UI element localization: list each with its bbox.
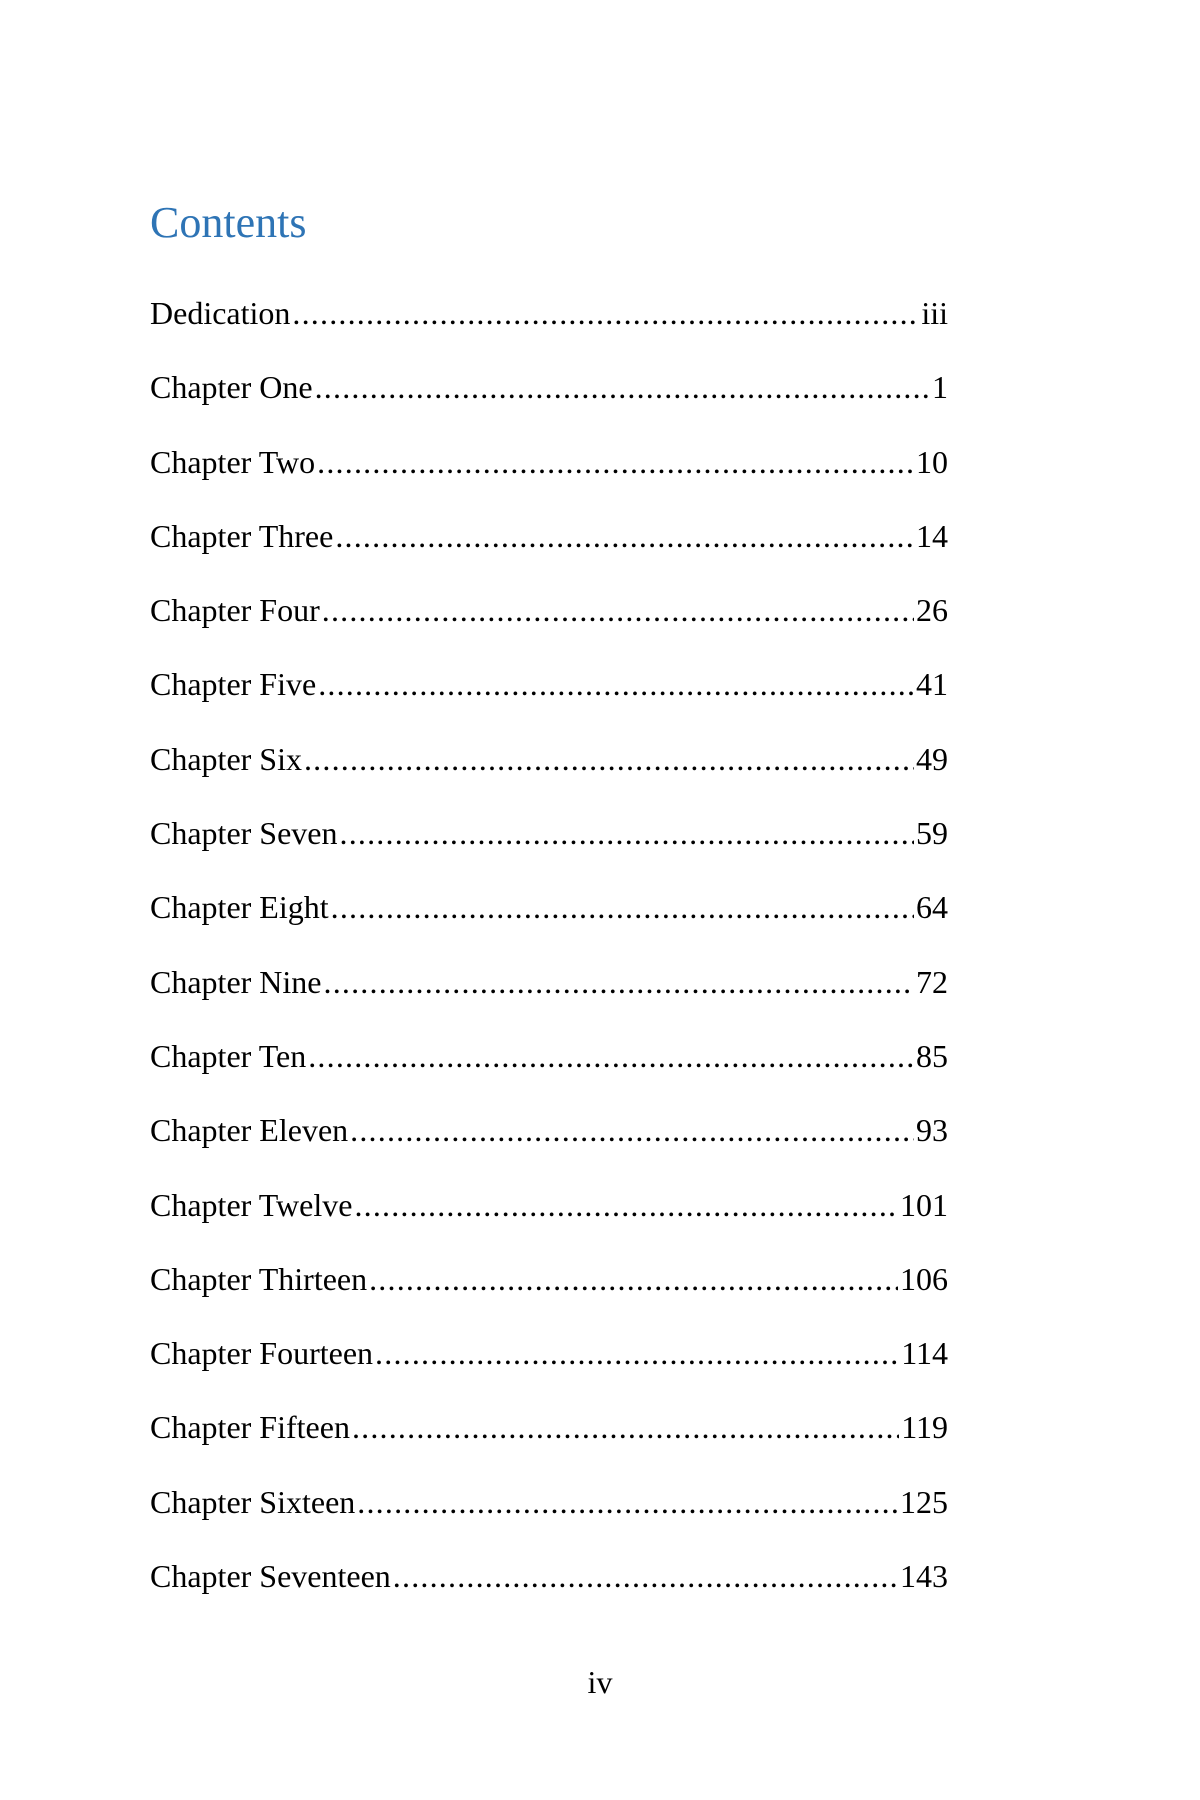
toc-entry-title: Chapter Four — [150, 592, 320, 629]
toc-entry-page: 114 — [901, 1335, 948, 1372]
toc-entry-chapter-thirteen[interactable] — [150, 1257, 948, 1331]
dot-leader — [354, 1183, 898, 1227]
dot-leader — [393, 1554, 898, 1598]
toc-entry-chapter-two[interactable] — [150, 440, 948, 514]
toc-entry-title: Chapter One — [150, 369, 313, 406]
toc-entry-page: 93 — [916, 1112, 948, 1149]
toc-entry-title: Chapter Eight — [150, 889, 329, 926]
toc-entry-chapter-five[interactable] — [150, 662, 948, 736]
dot-leader — [375, 1331, 899, 1375]
toc-entry-page: 106 — [900, 1260, 948, 1297]
toc-entry-dedication[interactable] — [150, 291, 948, 365]
toc-entry-chapter-three[interactable] — [150, 514, 948, 588]
dot-leader — [308, 1034, 914, 1078]
toc-entry-title: Chapter Sixteen — [150, 1483, 356, 1520]
toc-entry-title: Chapter Seven — [150, 815, 338, 852]
page-number: iv — [587, 1664, 613, 1700]
dot-leader — [350, 1108, 914, 1152]
dot-leader — [315, 365, 930, 409]
toc-entry-page: 41 — [916, 666, 948, 703]
toc-entry-chapter-eight[interactable] — [150, 885, 948, 959]
dot-leader — [322, 588, 914, 632]
dot-leader — [340, 811, 915, 855]
toc-entry-title: Chapter Five — [150, 666, 317, 703]
toc-entry-chapter-eleven[interactable] — [150, 1108, 948, 1182]
dot-leader — [317, 440, 914, 484]
toc-entry-page: 10 — [916, 443, 948, 480]
contents-heading: Contents — [150, 198, 307, 247]
toc-entry-page: 119 — [901, 1409, 948, 1446]
toc-entry-page: iii — [921, 295, 948, 331]
toc-entry-page: 59 — [916, 815, 948, 852]
toc-entry-title: Chapter Two — [150, 443, 316, 480]
dot-leader — [324, 960, 915, 1004]
toc-entry-title: Chapter Thirteen — [150, 1260, 368, 1297]
toc-entry-title: Chapter Ten — [150, 1037, 307, 1074]
toc-entry-chapter-seventeen[interactable] — [150, 1554, 948, 1628]
toc-entry-title: Chapter Nine — [150, 963, 322, 1000]
toc-entry-page: 14 — [916, 517, 948, 554]
toc-entry-title: Chapter Twelve — [150, 1186, 353, 1223]
toc-entry-title: Chapter Eleven — [150, 1112, 349, 1149]
toc-entry-title: Chapter Three — [150, 517, 334, 554]
dot-leader — [335, 514, 914, 558]
toc-entry-title: Dedication — [150, 295, 291, 331]
toc-entry-page: 143 — [900, 1558, 948, 1595]
dot-leader — [292, 291, 919, 335]
toc-entry-chapter-seven[interactable] — [150, 811, 948, 885]
toc-entry-page: 1 — [932, 369, 948, 406]
toc-entry-chapter-ten[interactable] — [150, 1034, 948, 1108]
toc-entry-chapter-fourteen[interactable] — [150, 1331, 948, 1405]
dot-leader — [331, 885, 914, 929]
toc-entry-chapter-one[interactable] — [150, 365, 948, 439]
dot-leader — [357, 1480, 898, 1524]
dot-leader — [304, 737, 914, 781]
toc-entry-page: 64 — [916, 889, 948, 926]
toc-entry-chapter-sixteen[interactable] — [150, 1480, 948, 1554]
table-of-contents — [150, 291, 948, 1628]
toc-entry-chapter-nine[interactable] — [150, 960, 948, 1034]
dot-leader — [352, 1405, 899, 1449]
toc-entry-page: 49 — [916, 740, 948, 777]
toc-entry-page: 85 — [916, 1037, 948, 1074]
toc-entry-page: 125 — [900, 1483, 948, 1520]
toc-entry-page: 26 — [916, 592, 948, 629]
toc-entry-chapter-four[interactable] — [150, 588, 948, 662]
toc-entry-page: 72 — [916, 963, 948, 1000]
dot-leader — [318, 662, 914, 706]
toc-entry-chapter-fifteen[interactable] — [150, 1405, 948, 1479]
toc-entry-title: Chapter Fourteen — [150, 1335, 374, 1372]
toc-entry-chapter-twelve[interactable] — [150, 1183, 948, 1257]
toc-entry-page: 101 — [900, 1186, 948, 1223]
toc-entry-title: Chapter Fifteen — [150, 1409, 350, 1446]
toc-entry-title: Chapter Six — [150, 740, 302, 777]
dot-leader — [369, 1257, 898, 1301]
toc-entry-chapter-six[interactable] — [150, 737, 948, 811]
toc-entry-title: Chapter Seventeen — [150, 1558, 391, 1595]
